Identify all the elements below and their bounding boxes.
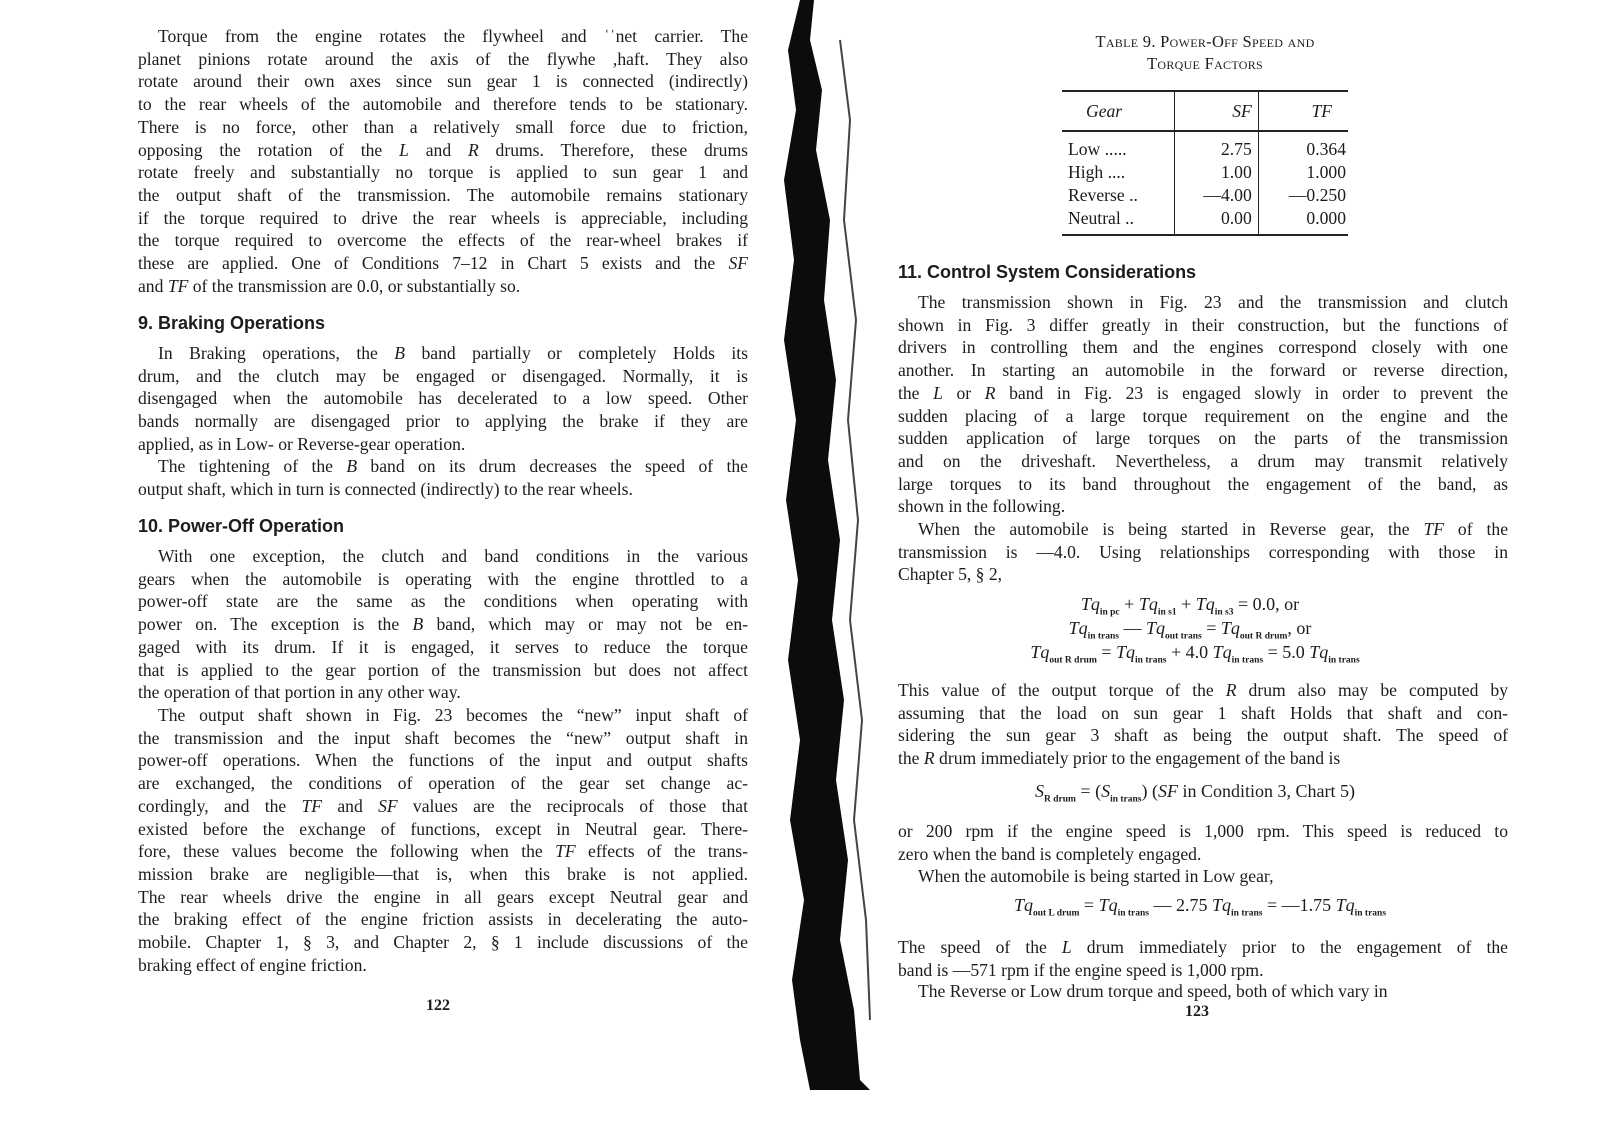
sf-cell: 2.75 (1174, 131, 1258, 161)
tf-cell: —0.250 (1288, 185, 1346, 205)
sf-cell: 0.00 (1174, 207, 1258, 235)
text-line: applied, as in Low- or Reverse-gear operation. (138, 433, 466, 454)
text-line: mission brake are negligible—that is, when this brake is not applied. (138, 863, 748, 884)
text-line: zero when the band is completely engaged. (898, 843, 1202, 864)
text-line: When the automobile is being started in Reverse gear, the TF of the (918, 519, 1509, 539)
text-line: power on. The exception is the B band, which may or may not be en- (138, 614, 748, 635)
text-line: the R drum immediately prior to the engagement of the band is (898, 748, 1341, 769)
table-row (1062, 131, 1348, 161)
equation-reverse-1: $Tq_{in pc} + Tq_{in s1} + Tq_{in s3} = 0.0$, or (1080, 594, 1300, 618)
section-11-paragraph-1 (898, 291, 1508, 518)
text-line: large torques to its band throughout the engagement of the band, as (898, 473, 1508, 494)
text-line: and TF of the transmission are 0.0, or substantially so. (138, 275, 521, 296)
text-line: these are applied. One of Conditions 7–12 in Chart 5 exists and the SF (138, 253, 748, 274)
header-tf: TF (1258, 91, 1348, 131)
text-line: Chapter 5, § 2, (898, 564, 1003, 585)
text-line: rotate around their own axes since sun gear 1 is connected (indirectly) (138, 71, 748, 92)
text-line: The output shaft shown in Fig. 23 becomes the “new” input shaft of (158, 705, 748, 725)
page-number-right: 123 (1185, 1003, 1209, 1020)
text-line: are exchanged, the conditions of operation of the gear set change ac- (138, 773, 748, 794)
text-line: rotate freely and substantially no torque is applied to sun gear 1 and (138, 162, 748, 183)
text-line: gears when the automobile is operating with the engine throttled to a (138, 568, 748, 589)
book-spine-gutter (770, 0, 890, 1126)
text-line: There is no force, other than a relatively small force due to friction, (138, 116, 748, 137)
table-title-line-2: Torque Factors (1146, 54, 1264, 73)
text-line: The rear wheels drive the engine in all gears except Neutral gear and (138, 886, 748, 907)
equation-reverse-3: $Tq_{out R drum} = Tq_{in trans} + 4.0$ $Tq_{in trans} = 5.0$ $Tq_{in trans}$ (1030, 642, 1360, 666)
text-line: band is —571 rpm if the engine speed is 1,000 rpm. (898, 959, 1264, 980)
page-number-left: 122 (426, 997, 450, 1014)
text-line: In Braking operations, the B band partially or completely Holds its (158, 343, 748, 363)
header-gear: Gear (1062, 91, 1174, 131)
text-line: the braking effect of the engine friction assists in decelerating the auto- (138, 909, 748, 930)
text-line: When the automobile is being started in Low gear, (918, 866, 1274, 886)
section-10-paragraph-1 (138, 545, 748, 704)
text-line: Torque from the engine rotates the flywheel and ˈˈnet carrier. The (158, 26, 748, 46)
section-11-paragraph-5 (898, 865, 1508, 888)
text-line: The tightening of the B band on its drum decreases the speed of the (158, 456, 748, 476)
table-row (1062, 161, 1348, 184)
section-9-paragraph-1 (138, 342, 748, 456)
text-line: sudden application of large torques on the parts of the transmission (898, 428, 1508, 449)
table-row (1062, 184, 1348, 207)
gear-cell: Low ..... (1062, 131, 1174, 161)
text-line: the operation of that portion in any other way. (138, 682, 461, 703)
text-line: The transmission shown in Fig. 23 and the transmission and clutch (918, 292, 1508, 312)
text-line: the transmission and the input shaft becomes the “new” output shaft in (138, 727, 748, 748)
text-line: to the rear wheels of the automobile and therefore tends to be stationary. (138, 94, 748, 115)
text-line: With one exception, the clutch and band conditions in the various (158, 546, 748, 566)
text-line: sudden placing of a large torque requirement on the engine and the (898, 405, 1508, 426)
text-line: drum, and the clutch may be engaged or disengaged. Normally, it is (138, 365, 748, 386)
text-line: drivers in controlling them and the engines correspond closely with one (898, 337, 1508, 358)
text-line: shown in the following. (898, 496, 1066, 517)
section-11-heading: 11. Control System Considerations (898, 262, 1197, 282)
text-line: or 200 rpm if the engine speed is 1,000 rpm. This speed is reduced to (898, 821, 1508, 841)
text-line: opposing the rotation of the L and R drums. Therefore, these drums (138, 139, 748, 160)
sf-cell: 1.00 (1174, 161, 1258, 184)
table-title-line-1: Table 9. Power-Off Speed and (1095, 32, 1315, 51)
power-off-factors-table (1062, 90, 1348, 236)
text-line: if the torque required to drive the rear wheels is appreciable, including (138, 207, 748, 228)
equation-reverse-2: $Tq_{in trans}$ — $Tq_{out trans} = Tq_{out R drum}$, or (1068, 618, 1312, 642)
text-line: cordingly, and the TF and SF values are the reciprocals of those that (138, 795, 748, 816)
gear-cell: High .... (1062, 161, 1174, 184)
section-10-paragraph-2 (138, 704, 748, 976)
section-11-paragraph-7 (898, 980, 1508, 1003)
sf-cell: —4.00 (1174, 184, 1258, 207)
gear-cell: Neutral .. (1062, 207, 1174, 235)
equation-low-torque: $Tq_{out L drum} = Tq_{in trans}$ — 2.75 $Tq_{in trans}$ = —1.75 $Tq_{in trans}$ (1013, 895, 1387, 919)
text-line: shown in Fig. 3 differ greatly in their construction, but the functions of (898, 314, 1508, 335)
table-row (1062, 207, 1348, 235)
section-11-paragraph-2 (898, 518, 1508, 586)
text-line: the torque required to overcome the effects of the rear-wheel brakes if (138, 230, 748, 251)
text-line: output shaft, which in turn is connected (indirectly) to the rear wheels. (138, 478, 633, 499)
gear-cell: Reverse .. (1062, 184, 1174, 207)
text-line: bands normally are disengaged prior to applying the brake if they are (138, 411, 748, 432)
text-line: This value of the output torque of the R drum also may be computed by (898, 680, 1508, 700)
text-line: The speed of the L drum immediately prior to the engagement of the (898, 937, 1508, 957)
text-line: the output shaft of the transmission. The automobile remains stationary (138, 184, 748, 205)
text-line: fore, these values become the following when the TF effects of the trans- (138, 841, 748, 862)
text-line: power-off state are the same as the conditions when operating with (138, 591, 748, 612)
text-line: mobile. Chapter 1, § 3, and Chapter 2, § 1 include discussions of the (138, 932, 748, 953)
section-11-paragraph-4 (898, 820, 1508, 865)
section-11-paragraph-6 (898, 936, 1508, 981)
text-line: that is applied to the gear portion of the transmission but does not affect (138, 659, 748, 680)
text-line: power-off operations. When the functions of the input and output shafts (138, 750, 748, 771)
text-line: transmission is —4.0. Using relationships corresponding with those in (898, 541, 1508, 562)
section-11-paragraph-3 (898, 679, 1508, 770)
tf-cell: 0.000 (1258, 207, 1348, 235)
section-9-heading: 9. Braking Operations (138, 313, 326, 333)
text-line: the L or R band in Fig. 23 is engaged slowly in order to prevent the (898, 382, 1509, 403)
equation-r-drum-speed: $S_{R drum} = (S_{in trans})$ (SF in Condition 3, Chart 5) (1034, 781, 1355, 805)
text-line: another. In starting an automobile in the forward or reverse direction, (898, 360, 1508, 381)
text-line: sidering the sun gear 3 shaft as being the output shaft. The speed of (898, 725, 1508, 746)
text-line: planet pinions rotate around the axis of the flywhe ,haft. They also (138, 48, 748, 69)
text-line: and on the driveshaft. Nevertheless, a drum may transmit relatively (898, 450, 1508, 471)
text-line: gaged with its drum. If it is engaged, it serves to reduce the torque (138, 636, 748, 657)
tf-cell: 0.364 (1306, 139, 1346, 159)
text-line: assuming that the load on sun gear 1 shaft Holds that shaft and con- (898, 702, 1508, 723)
section-10-heading: 10. Power-Off Operation (138, 516, 345, 536)
intro-paragraph (138, 25, 748, 297)
header-sf: SF (1174, 91, 1258, 131)
tf-cell: 1.000 (1306, 162, 1346, 182)
section-9-paragraph-2 (138, 455, 748, 500)
text-line: disengaged when the automobile has decelerated to a low speed. Other (138, 388, 748, 409)
text-line: braking effect of engine friction. (138, 954, 367, 975)
text-line: The Reverse or Low drum torque and speed, both of which vary in (918, 981, 1388, 1001)
text-line: existed before the exchange of functions, except in Neutral gear. There- (138, 818, 748, 839)
